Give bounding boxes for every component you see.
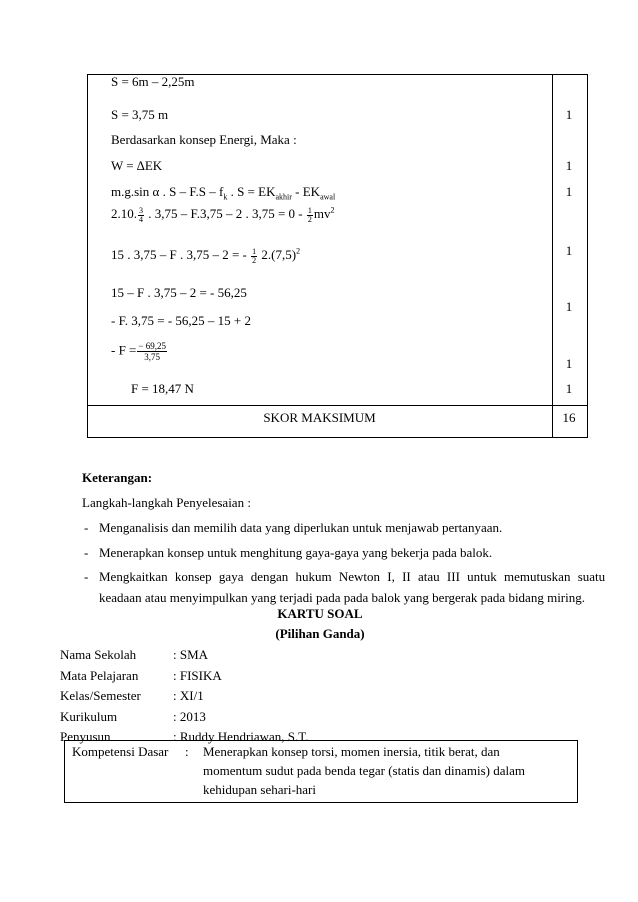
kompetensi-line-3: kehidupan sehari-hari — [203, 782, 316, 797]
l5-mid: . S = EK — [227, 184, 276, 199]
info-label-kelas: Kelas/Semester — [60, 688, 141, 703]
l5-pre: m.g.sin α . S – F.S – f — [111, 184, 224, 199]
keterangan-subtitle: Langkah-langkah Penyelesaian : — [82, 495, 251, 510]
score-5: 1 — [565, 299, 573, 314]
info-value-mapel: : FISIKA — [173, 668, 222, 683]
keterangan-item-2: Menerapkan konsep untuk menghitung gaya-gaya yang bekerja pada balok. — [99, 545, 493, 560]
l7-pre: 15 . 3,75 – F . 3,75 – 2 = - — [111, 247, 251, 262]
info-label-mapel: Mata Pelajaran — [60, 668, 139, 683]
solution-line-1: S = 6m – 2,25m — [111, 74, 195, 89]
info-value-kelas: : XI/1 — [173, 688, 204, 703]
score-1: 1 — [565, 107, 573, 122]
info-label-sekolah: Nama Sekolah — [60, 647, 137, 662]
kartu-title: KARTU SOAL — [277, 606, 363, 621]
score-2: 1 — [565, 158, 573, 173]
solution-line-3: Berdasarkan konsep Energi, Maka : — [111, 132, 297, 147]
kartu-subtitle: (Pilihan Ganda) — [275, 626, 365, 641]
fraction-half-2: $\frac{1}{2}$ — [252, 246, 257, 265]
info-label-kurikulum: Kurikulum — [60, 709, 118, 724]
l6-pre: 2.10. — [111, 206, 137, 221]
bullet-2: - — [84, 545, 89, 560]
max-score-value: 16 — [562, 410, 576, 425]
keterangan-item-3-cont: keadaan atau menyimpulkan yang terjadi pada pada balok yang bergerak pada bidang miring. — [99, 590, 585, 605]
solution-line-11: F = 18,47 N — [131, 381, 194, 396]
l6-mv: mv — [313, 206, 331, 221]
info-label-penyusun: Penyusun — [60, 729, 111, 744]
solution-line-7 — [111, 247, 300, 265]
l5-awal: awal — [320, 192, 336, 202]
score-6: 1 — [565, 356, 573, 371]
keterangan-item-1: Menganalisis dan memilih data yang diperlukan untuk menjawab pertanyaan. — [99, 520, 503, 535]
solution-line-2: S = 3,75 m — [111, 107, 169, 122]
kompetensi-label: Kompetensi Dasar — [72, 744, 169, 759]
solution-line-5 — [111, 184, 335, 200]
solution-line-6 — [111, 206, 334, 224]
info-value-kurikulum: : 2013 — [173, 709, 206, 724]
score-3: 1 — [565, 184, 573, 199]
fraction-three-quarters: $\frac{3}{4}$ — [139, 205, 143, 224]
l7-post: 2.(7,5) — [258, 247, 297, 262]
keterangan-title: Keterangan: — [82, 470, 153, 485]
max-score-label: SKOR MAKSIMUM — [263, 410, 376, 425]
fraction-half: $\frac{1}{2}$ — [307, 205, 312, 224]
l5-k: k — [223, 192, 228, 202]
score-7: 1 — [565, 381, 573, 396]
score-4: 1 — [565, 243, 573, 258]
kompetensi-colon: : — [185, 744, 189, 759]
bullet-3: - — [84, 569, 89, 584]
solution-line-9: - F. 3,75 = - 56,25 – 15 + 2 — [111, 313, 252, 328]
l5-akhir: akhir — [275, 192, 292, 202]
l6-square: 2 — [330, 205, 335, 215]
kompetensi-line-2: momentum sudut pada benda tegar (statis dan dinamis) dalam — [203, 763, 526, 778]
max-score-divider — [87, 405, 588, 406]
info-value-penyusun: : Ruddy Hendriawan, S.T. — [173, 729, 309, 744]
fraction-force: $\frac{- 69,25}{3,75}$ — [138, 341, 166, 362]
score-column-divider — [552, 74, 553, 438]
l5-dash: - EK — [291, 184, 321, 199]
info-value-sekolah: : SMA — [173, 647, 209, 662]
solution-line-10 — [111, 341, 168, 362]
kompetensi-line-1: Menerapkan konsep torsi, momen inersia, titik berat, dan — [203, 744, 500, 759]
l6-mid: . 3,75 – F.3,75 – 2 . 3,75 = 0 - — [145, 206, 306, 221]
l7-square: 2 — [296, 246, 301, 256]
solution-line-8: 15 – F . 3,75 – 2 = - 56,25 — [111, 285, 247, 300]
solution-line-4: W = ∆EK — [111, 158, 163, 173]
l10-pre: - F = — [111, 342, 137, 358]
bullet-1: - — [84, 520, 89, 535]
keterangan-item-3: Mengkaitkan konsep gaya dengan hukum Newton I, II atau III untuk memutuskan suatu — [99, 569, 606, 584]
